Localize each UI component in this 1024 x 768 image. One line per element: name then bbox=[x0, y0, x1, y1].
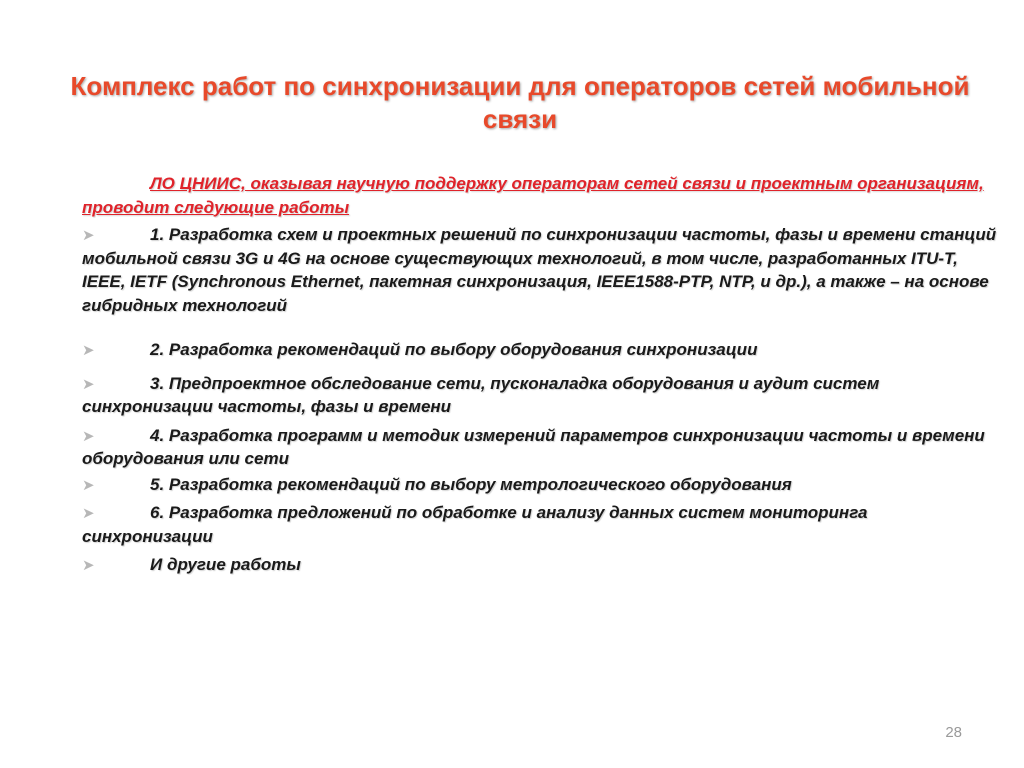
intro-text: ЛО ЦНИИС, оказывая научную поддержку операторам сетей связи и проектным организациям, проводит следующие работы bbox=[82, 174, 984, 217]
chevron-right-icon: ➤ bbox=[82, 557, 95, 574]
list-item-text: 1. Разработка схем и проектных решений по синхронизации частоты, фазы и времени станций мобильной связи 3G и 4G на основе существующих технологий, в том числе, разработанных ITU-T, IEEE, IETF (Synchronous Ethernet, пакетная синхронизация, IEEE1588-PTP, NTP, и др.), а также – на основе гибридных технологий bbox=[82, 225, 997, 315]
slide-title: Комплекс работ по синхронизации для операторов сетей мобильной связи bbox=[70, 71, 970, 134]
chevron-right-icon: ➤ bbox=[82, 342, 95, 359]
chevron-right-icon: ➤ bbox=[82, 476, 95, 494]
list-item bbox=[82, 338, 1002, 362]
list-item-text: 2. Разработка рекомендаций по выбору оборудования синхронизации bbox=[150, 340, 758, 359]
list-item bbox=[82, 501, 1002, 548]
chevron-right-icon: ➤ bbox=[82, 505, 95, 522]
chevron-right-icon: ➤ bbox=[82, 375, 95, 393]
list-item bbox=[82, 553, 1002, 577]
list-item-text: 5. Разработка рекомендаций по выбору метрологического оборудования bbox=[150, 474, 792, 494]
list-item bbox=[82, 372, 1002, 419]
list-item bbox=[82, 223, 1002, 317]
chevron-right-icon: ➤ bbox=[82, 427, 95, 445]
list-item bbox=[82, 424, 1002, 471]
list-item-text: И другие работы bbox=[150, 555, 301, 574]
slide-body bbox=[82, 172, 1002, 587]
list-item-text: 3. Предпроектное обследование сети, пусконаладка оборудования и аудит систем синхронизации частоты, фазы и времени bbox=[82, 373, 880, 416]
list-item bbox=[82, 473, 1002, 497]
chevron-right-icon: ➤ bbox=[82, 227, 95, 244]
list-item-text: 4. Разработка программ и методик измерений параметров синхронизации частоты и времени оборудования или сети bbox=[82, 425, 985, 468]
page-number: 28 bbox=[945, 724, 962, 741]
list-item-text: 6. Разработка предложений по обработке и анализу данных систем мониторинга синхронизации bbox=[82, 503, 868, 546]
